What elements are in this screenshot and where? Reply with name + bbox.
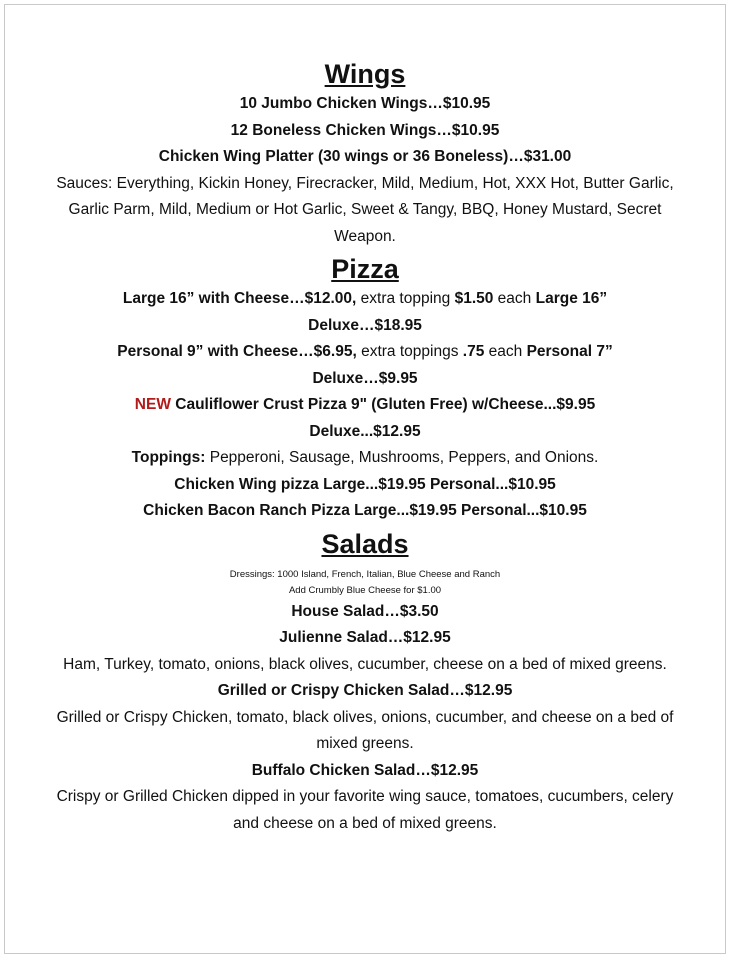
pizza-personal-each: each xyxy=(484,343,527,360)
pizza-cauliflower xyxy=(5,392,725,419)
pizza-heading: Pizza xyxy=(331,254,399,284)
wings-heading: Wings xyxy=(324,59,406,89)
salad-buffalo-desc: Crispy or Grilled Chicken dipped in your favorite wing sauce, tomatoes, cucumbers, celery and cheese on a bed of mixed greens. xyxy=(56,788,674,832)
wings-item: 10 Jumbo Chicken Wings…$10.95 xyxy=(239,95,491,112)
pizza-personal xyxy=(5,339,725,392)
salads-heading: Salads xyxy=(321,528,409,559)
menu-page xyxy=(4,4,726,954)
pizza-large-extra-price: $1.50 xyxy=(454,290,494,307)
menu-content xyxy=(5,57,725,837)
pizza-cauliflower-text: Cauliflower Crust Pizza 9" (Gluten Free) w/Cheese...$9.95 xyxy=(170,396,596,413)
pizza-large-name: Large 16” with Cheese…$12.00, xyxy=(122,290,357,307)
pizza-toppings-list: Pepperoni, Sausage, Mushrooms, Peppers, and Onions. xyxy=(205,449,599,466)
salad-julienne-desc: Ham, Turkey, tomato, onions, black olives, cucumber, cheese on a bed of mixed greens. xyxy=(63,655,667,673)
wings-sauces: Sauces: Everything, Kickin Honey, Firecracker, Mild, Medium, Hot, XXX Hot, Butter Garlic, Garlic Parm, Mild, Medium or Hot Garlic, Sweet & Tangy, BBQ, Honey Mustard, Secret Weapon. xyxy=(56,174,674,245)
pizza-cauliflower-deluxe: Deluxe...$12.95 xyxy=(309,422,421,440)
pizza-large-extra-text: extra topping xyxy=(356,290,455,307)
salad-buffalo-name: Buffalo Chicken Salad…$12.95 xyxy=(251,761,479,779)
salads-dressings: Dressings: 1000 Island, French, Italian, Blue Cheese and Ranch xyxy=(229,568,501,580)
salads-add-on: Add Crumbly Blue Cheese for $1.00 xyxy=(288,584,442,596)
pizza-large xyxy=(5,286,725,339)
pizza-special: Chicken Bacon Ranch Pizza Large...$19.95 Personal...$10.95 xyxy=(143,502,587,519)
pizza-personal-extra-text: extra toppings xyxy=(356,343,463,360)
salad-chicken-name: Grilled or Crispy Chicken Salad…$12.95 xyxy=(217,682,513,699)
salad-julienne-name: Julienne Salad…$12.95 xyxy=(279,629,451,646)
salad-chicken-desc: Grilled or Crispy Chicken, tomato, black olives, onions, cucumber, and cheese on a bed of mixed greens. xyxy=(56,708,674,752)
pizza-large-each: each xyxy=(493,290,536,307)
pizza-toppings xyxy=(5,445,725,472)
pizza-personal-deluxe: Personal 7” Deluxe…$9.95 xyxy=(312,343,613,387)
wings-item: Chicken Wing Platter (30 wings or 36 Boneless)…$31.00 xyxy=(158,148,572,165)
salad-house: House Salad…$3.50 xyxy=(291,602,439,620)
pizza-personal-extra-price: .75 xyxy=(462,343,485,360)
pizza-large-deluxe: Large 16” Deluxe…$18.95 xyxy=(308,290,608,334)
pizza-special: Chicken Wing pizza Large...$19.95 Personal...$10.95 xyxy=(174,475,556,493)
pizza-toppings-label: Toppings: xyxy=(131,449,206,466)
wings-item: 12 Boneless Chicken Wings…$10.95 xyxy=(230,121,500,139)
new-badge: NEW xyxy=(134,396,171,413)
pizza-personal-name: Personal 9” with Cheese…$6.95, xyxy=(117,343,357,360)
